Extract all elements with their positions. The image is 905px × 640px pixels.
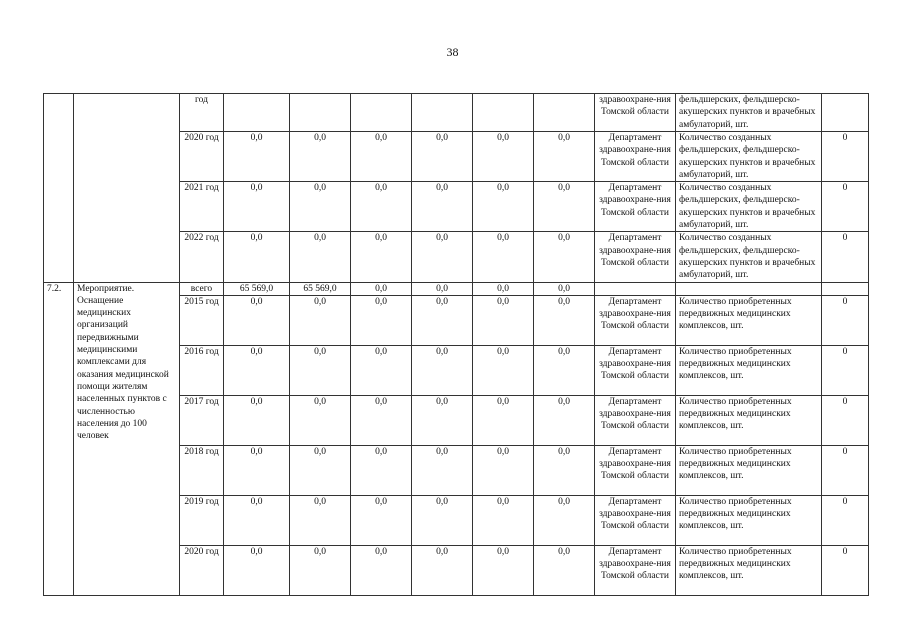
cell-target: 0 [822,445,869,495]
cell-value: 0,0 [534,232,595,282]
cell-target: 0 [822,345,869,395]
cell-value: 0,0 [412,345,473,395]
cell-name [74,94,180,283]
cell-value: 0,0 [290,182,351,232]
cell-value: 0,0 [224,132,290,182]
cell-department [595,282,676,295]
cell-indicator: Количество приобретенных передвижных медицинских комплексов, шт. [676,545,822,595]
cell-target: 0 [822,182,869,232]
cell-value [290,94,351,132]
cell-value: 0,0 [473,282,534,295]
cell-value: 0,0 [224,295,290,345]
cell-value: 0,0 [351,295,412,345]
cell-department: Департамент здравоохране-ния Томской области [595,345,676,395]
cell-value: 0,0 [224,345,290,395]
cell-target: 0 [822,395,869,445]
cell-target [822,94,869,132]
cell-value: 0,0 [412,182,473,232]
cell-year: 2017 год [180,395,224,445]
cell-department: Департамент здравоохране-ния Томской области [595,495,676,545]
cell-value: 0,0 [534,132,595,182]
cell-indicator: Количество приобретенных передвижных медицинских комплексов, шт. [676,445,822,495]
cell-department: Департамент здравоохране-ния Томской области [595,445,676,495]
cell-indicator: Количество созданных фельдшерских, фельдшерско-акушерских пунктов и врачебных амбулаторий, шт. [676,132,822,182]
cell-department: Департамент здравоохране-ния Томской области [595,132,676,182]
cell-value: 0,0 [473,495,534,545]
cell-value [351,94,412,132]
cell-value: 0,0 [224,182,290,232]
cell-value: 0,0 [290,232,351,282]
cell-indicator: Количество созданных фельдшерских, фельдшерско-акушерских пунктов и врачебных амбулаторий, шт. [676,232,822,282]
cell-value: 0,0 [412,132,473,182]
cell-year: 2019 год [180,495,224,545]
cell-target: 0 [822,295,869,345]
cell-year: 2020 год [180,545,224,595]
cell-indicator: фельдшерских, фельдшерско-акушерских пунктов и врачебных амбулаторий, шт. [676,94,822,132]
cell-value: 0,0 [290,545,351,595]
cell-year: 2022 год [180,232,224,282]
cell-year: 2020 год [180,132,224,182]
cell-value: 0,0 [412,495,473,545]
cell-year: год [180,94,224,132]
cell-target: 0 [822,232,869,282]
cell-name: Мероприятие. Оснащение медицинских организаций передвижными медицинскими комплексами для оказания медицинской помощи жителям населенных пунктов с численностью населения до 100 человек [74,282,180,595]
cell-value: 0,0 [534,182,595,232]
cell-indicator [676,282,822,295]
cell-value: 0,0 [351,345,412,395]
cell-year: 2016 год [180,345,224,395]
cell-value: 0,0 [473,395,534,445]
cell-value: 0,0 [473,295,534,345]
cell-value: 0,0 [290,495,351,545]
cell-value: 0,0 [224,495,290,545]
cell-value: 0,0 [412,395,473,445]
cell-value: 0,0 [412,545,473,595]
cell-value: 0,0 [290,295,351,345]
cell-value: 0,0 [351,282,412,295]
cell-department: здравоохране-ния Томской области [595,94,676,132]
cell-year: 2018 год [180,445,224,495]
cell-department: Департамент здравоохране-ния Томской области [595,295,676,345]
page-number: 38 [446,45,459,59]
cell-value: 0,0 [290,345,351,395]
cell-value [224,94,290,132]
cell-value: 0,0 [534,545,595,595]
cell-indicator: Количество приобретенных передвижных медицинских комплексов, шт. [676,345,822,395]
cell-value: 65 569,0 [290,282,351,295]
cell-value: 0,0 [473,182,534,232]
cell-value: 0,0 [351,445,412,495]
program-table [43,93,869,596]
cell-value: 0,0 [290,445,351,495]
cell-value: 0,0 [290,132,351,182]
cell-number: 7.2. [44,282,74,595]
cell-department: Департамент здравоохране-ния Томской области [595,232,676,282]
cell-target: 0 [822,545,869,595]
cell-value: 0,0 [412,282,473,295]
cell-target: 0 [822,495,869,545]
cell-value: 0,0 [290,395,351,445]
cell-value: 0,0 [351,545,412,595]
cell-indicator: Количество созданных фельдшерских, фельдшерско-акушерских пунктов и врачебных амбулаторий, шт. [676,182,822,232]
cell-value [412,94,473,132]
cell-year: 2021 год [180,182,224,232]
cell-department: Департамент здравоохране-ния Томской области [595,395,676,445]
cell-value: 0,0 [473,132,534,182]
cell-value [534,94,595,132]
cell-indicator: Количество приобретенных передвижных медицинских комплексов, шт. [676,295,822,345]
cell-number [44,94,74,283]
cell-value: 0,0 [412,295,473,345]
cell-value: 0,0 [534,295,595,345]
cell-value: 0,0 [534,282,595,295]
cell-value: 0,0 [224,545,290,595]
cell-value: 0,0 [534,445,595,495]
cell-value: 0,0 [412,445,473,495]
table-row [44,94,869,132]
cell-value: 0,0 [473,345,534,395]
cell-value: 0,0 [224,445,290,495]
cell-value: 0,0 [351,495,412,545]
cell-value: 0,0 [351,232,412,282]
cell-value: 0,0 [224,232,290,282]
cell-value: 0,0 [534,345,595,395]
cell-value: 0,0 [224,395,290,445]
cell-target [822,282,869,295]
cell-year: всего [180,282,224,295]
cell-value: 0,0 [534,495,595,545]
cell-year: 2015 год [180,295,224,345]
cell-value: 0,0 [351,132,412,182]
cell-value: 0,0 [534,395,595,445]
cell-value: 0,0 [473,545,534,595]
cell-indicator: Количество приобретенных передвижных медицинских комплексов, шт. [676,495,822,545]
cell-value: 0,0 [351,182,412,232]
cell-department: Департамент здравоохране-ния Томской области [595,545,676,595]
cell-indicator: Количество приобретенных передвижных медицинских комплексов, шт. [676,395,822,445]
table-body [44,94,869,596]
cell-target: 0 [822,132,869,182]
cell-value: 0,0 [351,395,412,445]
table-row-total [44,282,869,295]
cell-value: 0,0 [473,232,534,282]
cell-value [473,94,534,132]
cell-value: 65 569,0 [224,282,290,295]
cell-department: Департамент здравоохране-ния Томской области [595,182,676,232]
cell-value: 0,0 [473,445,534,495]
cell-value: 0,0 [412,232,473,282]
